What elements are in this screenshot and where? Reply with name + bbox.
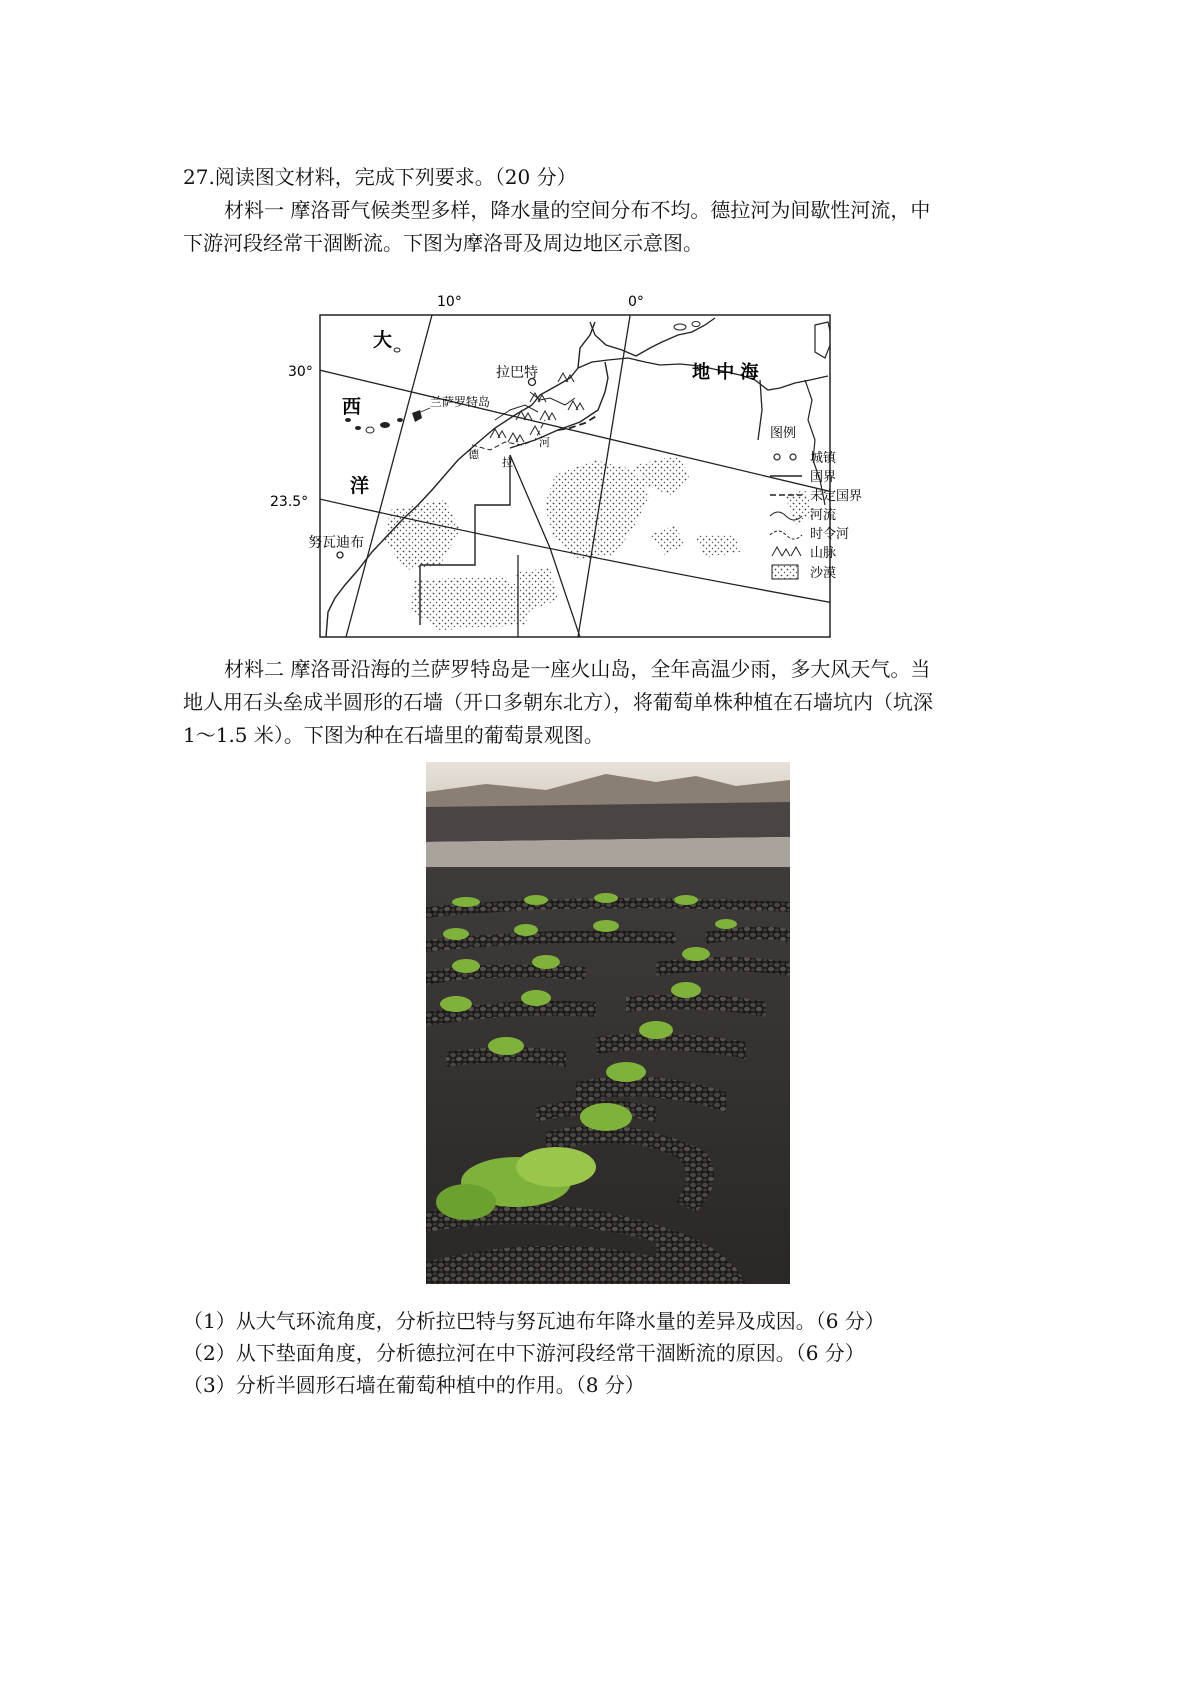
material2-line3: 1～1.5 米）。下图为种在石墙里的葡萄景观图。: [183, 723, 604, 747]
meridian-0: [578, 285, 635, 637]
map-legend: [770, 426, 862, 581]
header-line: 27.阅读图文材料，完成下列要求。（20 分）: [183, 165, 577, 189]
border-algeria-east: [758, 380, 762, 440]
lanzarote-label: 兰萨罗特岛: [430, 395, 491, 409]
ocean-label-xi: 西: [342, 396, 362, 418]
ocean-label-da: 大: [373, 329, 393, 351]
legend-undetermined: 未定国界: [810, 489, 863, 504]
sub-question-3: （3）分析半圆形石墙在葡萄种植中的作用。（8 分）: [183, 1373, 645, 1397]
canary-island: [355, 426, 361, 430]
vineyard-photo-svg: [426, 762, 790, 1284]
draa-label-la: 拉: [502, 456, 513, 469]
iberia-coast: [590, 318, 715, 356]
draa-river: [472, 420, 545, 450]
mountain-range: [490, 373, 584, 442]
draa-label-de: 德: [468, 448, 479, 461]
lat-23-5-label: 23.5°: [270, 494, 309, 510]
river: [495, 405, 538, 420]
canary-island: [345, 418, 351, 422]
ocean-label-yang: 洋: [350, 475, 370, 497]
canary-island: [366, 427, 374, 433]
vineyard-photo: [426, 762, 790, 1284]
legend-border: 国界: [810, 470, 837, 485]
sub-question-1: （1）从大气环流角度，分析拉巴特与努瓦迪布年降水量的差异及成因。（6 分）: [183, 1309, 885, 1333]
lon-10-label: 10°: [437, 294, 462, 310]
legend-river: 河流: [810, 508, 837, 523]
nouadhibou-marker: [337, 552, 343, 558]
material2-line1: 材料二 摩洛哥沿海的兰萨罗特岛是一座火山岛，全年高温少雨，多大风天气。当: [224, 657, 931, 681]
desert-area: [410, 576, 535, 630]
nouadhibou-label: 努瓦迪布: [308, 535, 364, 551]
desert-area: [385, 500, 460, 570]
material1-line1: 材料一 摩洛哥气候类型多样，降水量的空间分布不均。德拉河为间歇性河流，中: [224, 198, 931, 222]
canary-island: [397, 418, 403, 422]
material1-line2: 下游河段经常干涸断流。下图为摩洛哥及周边地区示意图。: [183, 231, 703, 255]
desert-area: [695, 535, 740, 558]
far-hills: [426, 802, 790, 842]
lon-0-label: 0°: [628, 294, 644, 310]
legend-mountain: 山脉: [810, 546, 837, 561]
material2-line2: 地人用石头垒成半圆形的石墙（开口多朝东北方），将葡萄单株种植在石墙坑内（坑深: [183, 690, 933, 714]
legend-city: 城镇: [810, 451, 837, 466]
desert-area: [650, 525, 685, 555]
madeira: [394, 348, 400, 352]
lat-30-label: 30°: [288, 364, 313, 380]
desert-area: [545, 460, 650, 560]
balearic-island: [674, 324, 686, 330]
sea-label: 地 中 海: [692, 362, 759, 383]
morocco-map-svg: [240, 280, 863, 641]
draa-label-he: 河: [539, 436, 550, 449]
legend-seasonal-river: 时令河: [810, 527, 850, 542]
rabat-label: 拉巴特: [496, 365, 538, 381]
canary-island: [380, 422, 390, 428]
balearic-island: [692, 322, 700, 327]
sub-question-2: （2）从下垫面角度，分析德拉河在中下游河段经常干涸断流的原因。（6 分）: [183, 1341, 865, 1365]
legend-desert: 沙漠: [810, 566, 837, 581]
morocco-map: [240, 280, 863, 641]
legend-title: 图例: [770, 426, 797, 441]
